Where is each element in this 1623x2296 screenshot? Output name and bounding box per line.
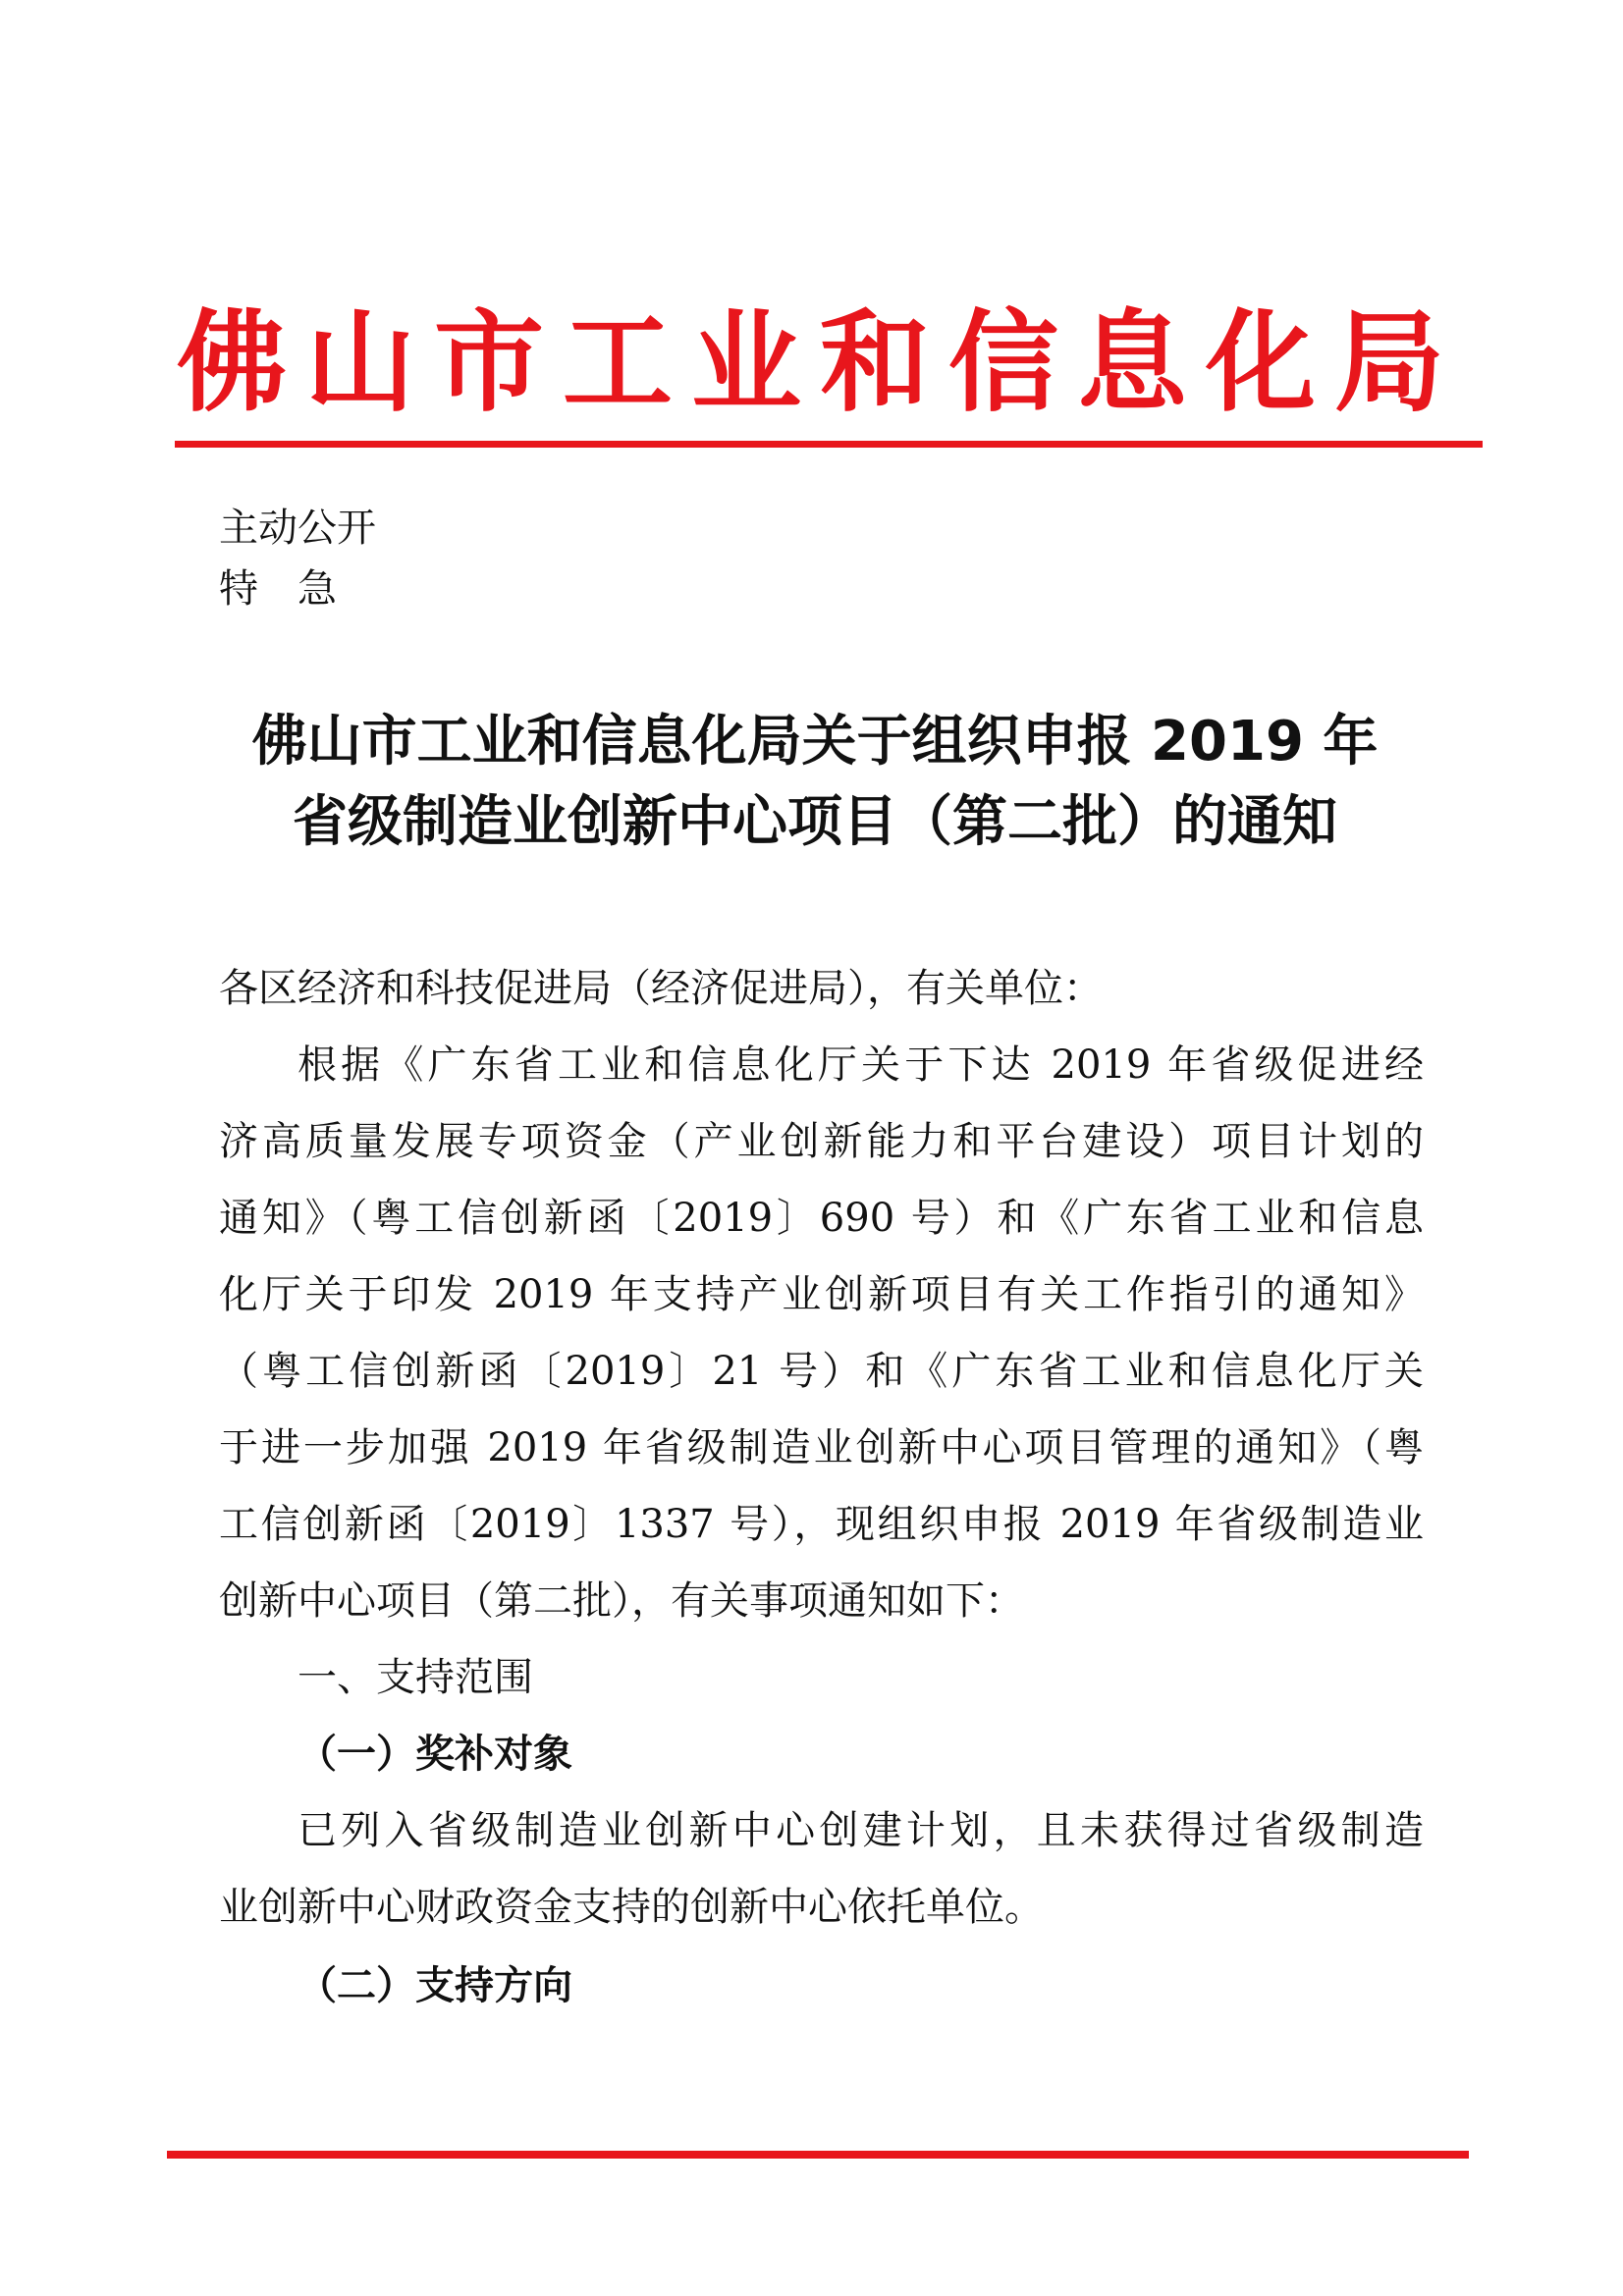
footer-red-rule — [167, 2151, 1469, 2159]
masthead-title: 佛山市工业和信息化局 — [177, 298, 1463, 427]
body-line: 已列入省级制造业创新中心创建计划，且未获得过省级制造 — [298, 1808, 1424, 1853]
document-title-line-1: 佛山市工业和信息化局关于组织申报 2019 年 — [251, 710, 1379, 774]
document-title-line-2: 省级制造业创新中心项目（第二批）的通知 — [293, 790, 1337, 854]
masthead-red-rule — [175, 441, 1483, 448]
body-line: 通知》（粤工信创新函〔2019〕690 号）和《广东省工业和信息 — [219, 1196, 1424, 1241]
body-line: 于进一步加强 2019 年省级制造业创新中心项目管理的通知》（粤 — [219, 1425, 1424, 1470]
subsection-heading-2: （二）支持方向 — [298, 1962, 572, 2008]
salutation: 各区经济和科技促进局（经济促进局），有关单位： — [219, 966, 1103, 1011]
body-line: 创新中心项目（第二批），有关事项通知如下： — [219, 1578, 1024, 1624]
section-heading-1: 一、支持范围 — [298, 1655, 533, 1700]
urgency-label: 特 急 — [219, 566, 337, 612]
body-line: 业创新中心财政资金支持的创新中心依托单位。 — [219, 1885, 1044, 1930]
body-line: 工信创新函〔2019〕1337 号），现组织申报 2019 年省级制造业 — [219, 1502, 1424, 1547]
disclosure-label: 主动公开 — [219, 506, 376, 551]
subsection-heading-1: （一）奖补对象 — [298, 1731, 572, 1777]
body-line: 济高质量发展专项资金（产业创新能力和平台建设）项目计划的 — [219, 1119, 1424, 1164]
body-line: 化厅关于印发 2019 年支持产业创新项目有关工作指引的通知》 — [219, 1272, 1424, 1317]
body-line: 根据《广东省工业和信息化厅关于下达 2019 年省级促进经 — [298, 1042, 1424, 1088]
body-line: （粤工信创新函〔2019〕21 号）和《广东省工业和信息化厅关 — [219, 1349, 1424, 1394]
